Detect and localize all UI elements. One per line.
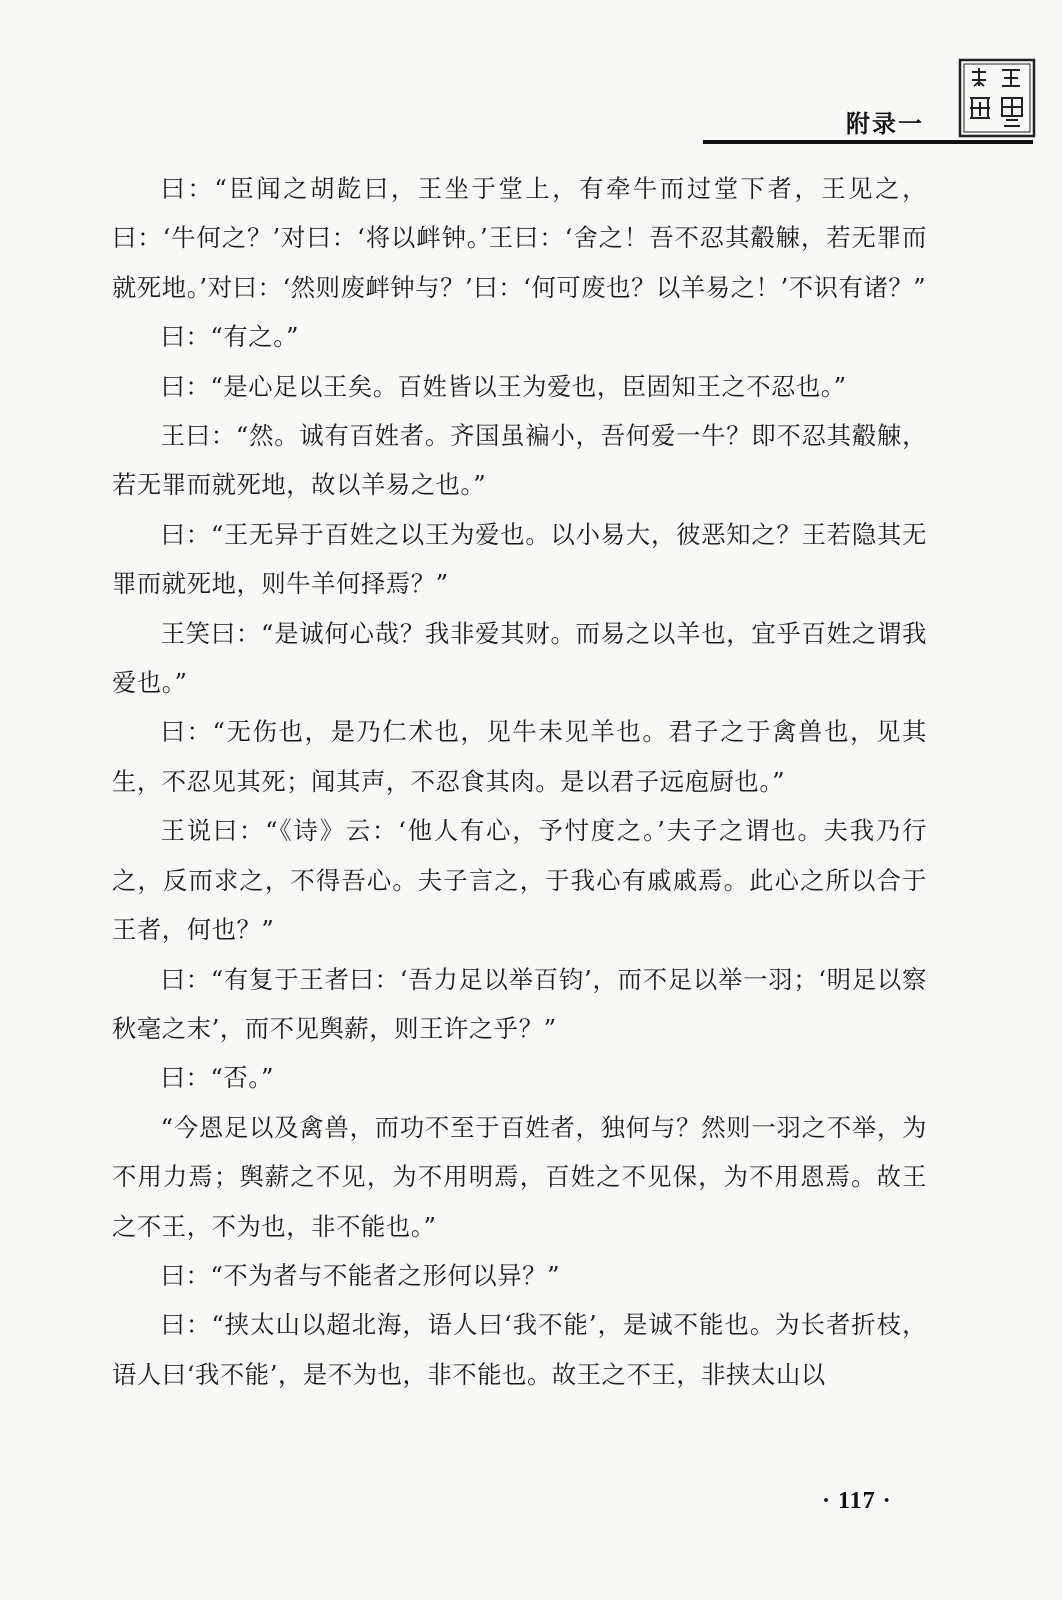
paragraph: 曰：“不为者与不能者之形何以异？” (160, 1260, 561, 1290)
paragraph: 曰：“挟太山以超北海，语人曰‘我不能’，是诚不能也。为长者折枝，语人曰‘我不能’，是不为也，非不能也。故王之不王，非挟太山以 (112, 1310, 927, 1389)
paragraph: 曰：“是心足以王矣。百姓皆以王为爱也，臣固知王之不忍也。” (160, 371, 847, 401)
paragraph: 曰：“有之。” (160, 322, 299, 352)
paragraph: 曰：“臣闻之胡龁曰，王坐于堂上，有牵牛而过堂下者，王见之，曰：‘牛何之？’对曰：‘将以衅钟。’王曰：‘舍之！吾不忍其觳觫，若无罪而就死地。’对曰：‘然则废衅钟与？’曰：‘何可废也？以羊易之！’不识有诸？” (112, 174, 927, 302)
main-text (112, 164, 927, 1399)
paragraph: 曰：“有复于王者曰：‘吾力足以举百钧’，而不足以举一羽；‘明足以察秋毫之末’，而不见舆薪，则王许之乎？” (112, 964, 927, 1043)
paragraph: 王说曰：“《诗》云：‘他人有心，予忖度之。’夫子之谓也。夫我乃行之，反而求之，不得吾心。夫子言之，于我心有戚戚焉。此心之所以合于王者，何也？” (112, 816, 927, 945)
seal-logo-icon (958, 58, 1036, 138)
header-divider (703, 140, 1033, 144)
paragraph: 王笑曰：“是诚何心哉？我非爱其财。而易之以羊也，宜乎百姓之谓我爱也。” (112, 618, 927, 698)
paragraph: 曰：“无伤也，是乃仁术也，见牛未见羊也。君子之于禽兽也，见其生，不忍见其死；闻其声，不忍食其肉。是以君子远庖厨也。” (112, 717, 927, 796)
paragraph: 曰：“王无异于百姓之以王为爱也。以小易大，彼恶知之？王若隐其无罪而就死地，则牛羊何择焉？” (112, 519, 927, 599)
paragraph: 曰：“否。” (160, 1063, 275, 1093)
paragraph: “今恩足以及禽兽，而功不至于百姓者，独何与？然则一羽之不举，为不用力焉；舆薪之不见，为不用明焉，百姓之不见保，为不用恩焉。故王之不王，不为也，非不能也。” (112, 1112, 927, 1241)
page-number: · 117 · (822, 1488, 892, 1514)
section-header-title: 附录一 (846, 110, 924, 138)
paragraph: 王曰：“然。诚有百姓者。齐国虽褊小，吾何爱一牛？即不忍其觳觫，若无罪而就死地，故以羊易之也。” (112, 421, 927, 500)
